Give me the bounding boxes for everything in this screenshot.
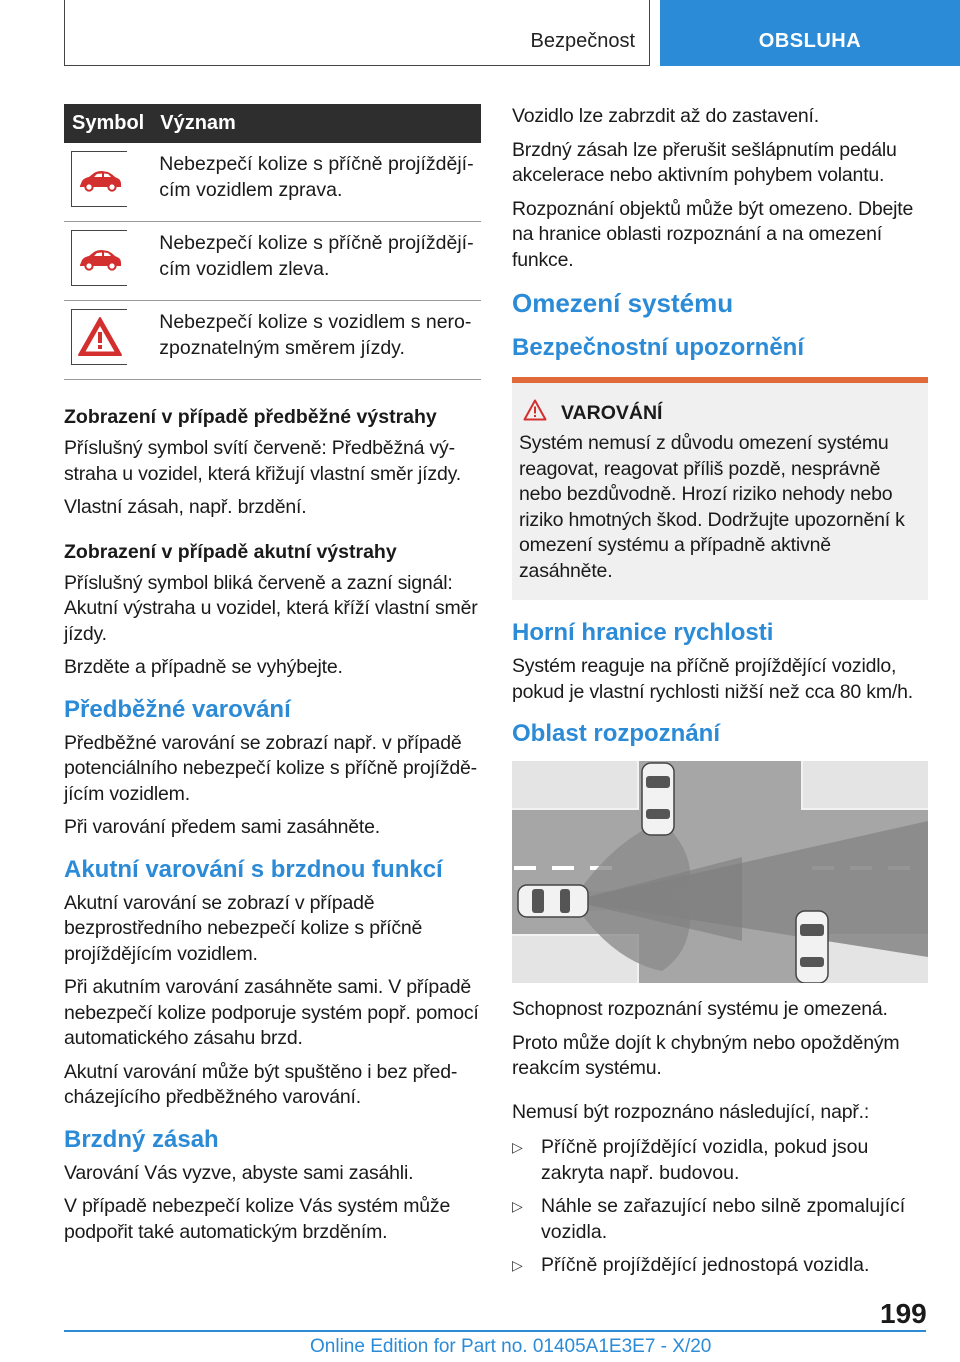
warning-title: VAROVÁNÍ <box>561 401 663 424</box>
right-column <box>512 104 928 1287</box>
page-number: 199 <box>880 1298 927 1329</box>
paragraph: V případě nebezpečí kolize Vás systém může podpořit také automatickým brzděním. <box>64 1195 451 1243</box>
limitations-list <box>512 1135 928 1279</box>
heading-early-warning: Předběžné varování <box>64 695 291 723</box>
warning-box <box>512 377 928 600</box>
vehicle-bottom <box>796 911 828 983</box>
heading-system-limits: Omezení systému <box>512 288 734 318</box>
paragraph: Brzděte a případně se vyhýbejte. <box>64 656 343 678</box>
list-item: ▷ Náhle se zařazující nebo silně zpomalující vozidla. <box>512 1194 928 1245</box>
list-item: ▷ Příčně projíždějící jednostopá vozidla. <box>512 1253 928 1279</box>
table-cell-meaning: Nebezpečí kolize s příčně projíždějícím vozidlem zleva. <box>152 222 481 301</box>
detection-area-illustration <box>512 761 928 983</box>
paragraph: Brzdný zásah lze přerušit sešlápnutím pedálu akcelerace nebo aktivním pohybem volantu. <box>512 138 897 186</box>
symbol-table-header <box>64 104 481 143</box>
heading-safety-notes: Bezpečnostní upozornění <box>512 334 805 361</box>
paragraph: Vozidlo lze zabrzdit až do zastavení. <box>512 105 819 127</box>
paragraph: Při varování předem sami zasáhněte. <box>64 816 380 838</box>
header-chapter-tab[interactable] <box>660 0 960 66</box>
table-cell-meaning: Nebezpečí kolize s vozidlem s nerozpoznatelným směrem jízdy. <box>152 301 481 380</box>
paragraph: Systém reaguje na příčně projíždějící vozidlo, pokud je vlastní rychlosti nižší než cca 80 km/h. <box>512 655 913 703</box>
warning-triangle-icon <box>71 309 127 365</box>
table-row <box>64 222 481 301</box>
paragraph: Proto může dojít k chybným nebo opožděným reakcím systému. <box>512 1031 900 1079</box>
table-row <box>64 143 481 222</box>
paragraph: Příslušný symbol svítí červeně: Předběžná výstraha u vozidel, která křižují vlastní směr jízdy. <box>64 437 461 485</box>
list-item: ▷ Příčně projíždějící vozidla, pokud jsou zakryta např. budovou. <box>512 1135 928 1186</box>
column-header-meaning: Význam <box>152 104 481 143</box>
header-section-box <box>64 0 650 66</box>
table-row <box>64 301 481 380</box>
paragraph: Při akutním varování zasáhněte sami. V případě nebezpečí kolize podporuje systém popř. pomocí automatického zásahu brzd. <box>64 976 479 1049</box>
paragraph: Varování Vás vyzve, abyste sami zasáhli. <box>64 1161 414 1184</box>
paragraph: Schopnost rozpoznání systému je omezená. <box>512 998 888 1020</box>
paragraph: Akutní varování může být spuštěno i bez předcházejícího předběžného varování. <box>64 1060 458 1108</box>
header-chapter-title: OBSLUHA <box>758 30 862 52</box>
table-cell-meaning: Nebezpečí kolize s příčně projíždějícím vozidlem zprava. <box>152 143 481 222</box>
left-column <box>64 104 481 1253</box>
heading-detection-area: Oblast rozpoznání <box>512 720 721 747</box>
header-section-title: Bezpečnost <box>530 30 635 52</box>
paragraph: Rozpoznání objektů může být omezeno. Dbejte na hranice oblasti rozpoznání a na omezení funkce. <box>512 197 914 271</box>
paragraph: Nemusí být rozpoznáno následující, např.: <box>512 1100 870 1123</box>
vehicle-top <box>642 763 674 835</box>
paragraph: Příslušný symbol bliká červeně a zazní signál: Akutní výstraha u vozidel, která kříží vlastní směr jízdy. <box>64 571 478 645</box>
car-left-icon <box>71 230 127 286</box>
warning-triangle-icon <box>523 399 547 427</box>
vehicle-own <box>518 885 588 917</box>
car-right-icon <box>71 151 127 207</box>
warning-text: Systém nemusí z důvodu omezení systému reagovat, reagovat příliš pozdě, nesprávně nebo bezdůvodně. Hrozí riziko nehody nebo riziko hmotných škod. Dodržujte upozornění k omezení systému a případně aktivně zasáhněte. <box>519 432 905 582</box>
paragraph: Vlastní zásah, např. brzdění. <box>64 496 307 518</box>
column-header-symbol: Symbol <box>64 104 152 143</box>
footer-edition-text: Online Edition for Part no. 01405A1E3E7 - X/20 <box>310 1336 712 1357</box>
paragraph: Předběžné varování se zobrazí např. v případě potenciálního nebezpečí kolize s příčně projíždějícím vozidlem. <box>64 731 478 805</box>
heading-acute-warning-brake: Akutní varování s brzdnou funkcí <box>64 855 443 883</box>
heading-brake-intervention: Brzdný zásah <box>64 1125 219 1153</box>
symbol-table <box>64 104 481 380</box>
heading-speed-limit: Horní hranice rychlosti <box>512 619 774 646</box>
paragraph: Akutní varování se zobrazí v případě bezprostředního nebezpečí kolize s příčně projíždějícím vozidlem. <box>64 891 423 965</box>
footer-divider <box>64 1330 926 1332</box>
heading-pre-warning-display: Zobrazení v případě předběžné výstrahy <box>64 406 437 428</box>
heading-acute-warning-display: Zobrazení v případě akutní výstrahy <box>64 540 397 563</box>
